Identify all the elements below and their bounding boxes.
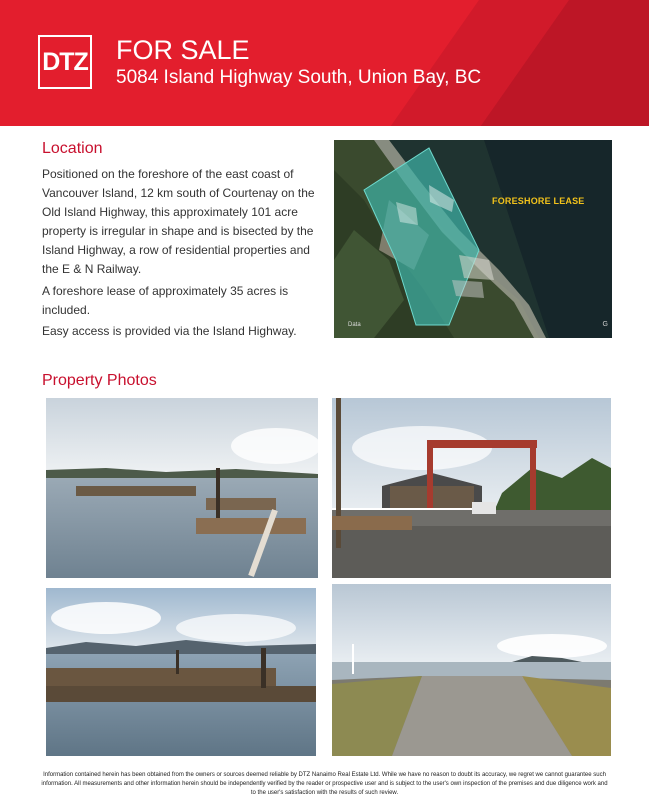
header-banner xyxy=(0,0,649,126)
dtz-logo: DTZ xyxy=(38,35,92,89)
aerial-map-image xyxy=(334,140,612,338)
photo-road-to-water xyxy=(332,584,611,756)
property-address: 5084 Island Highway South, Union Bay, BC xyxy=(116,67,482,88)
location-paragraph: A foreshore lease of approximately 35 acres is included. xyxy=(42,284,289,317)
photo-log-booms-islands xyxy=(46,588,316,756)
location-heading: Location xyxy=(42,140,103,157)
foreshore-lease-label: FORESHORE LEASE xyxy=(492,196,585,206)
aerial-map xyxy=(334,140,612,338)
location-paragraph: Positioned on the foreshore of the east coast of Vancouver Island, 12 km south of Courtenay on the Old Island Highway, this approximately 101 acre property is irregular in shape and is bisected by the Island Highway, a row of residential properties and the E & N Railway. xyxy=(42,167,315,276)
map-data-credit: Data xyxy=(348,322,361,328)
photo-gantry-crane xyxy=(332,398,611,578)
legal-disclaimer: Information contained herein has been obtained from the owners or sources deemed reliable by DTZ Nanaimo Real Estate Ltd. While we have no reason to doubt its accuracy, we regret we cannot guarantee such information. All measurements and other information herein should be independently verified by the reader or prospective user and is subject to the user's own inspection of the premises and due diligence work and to the user's satisfaction with the results of such review. xyxy=(41,772,608,796)
map-provider-mark: G xyxy=(602,321,608,328)
location-paragraph: Easy access is provided via the Island Highway. xyxy=(42,324,297,338)
photo-log-booms-water xyxy=(46,398,318,578)
property-photos-heading: Property Photos xyxy=(42,372,157,389)
page-title: FOR SALE xyxy=(116,35,250,65)
